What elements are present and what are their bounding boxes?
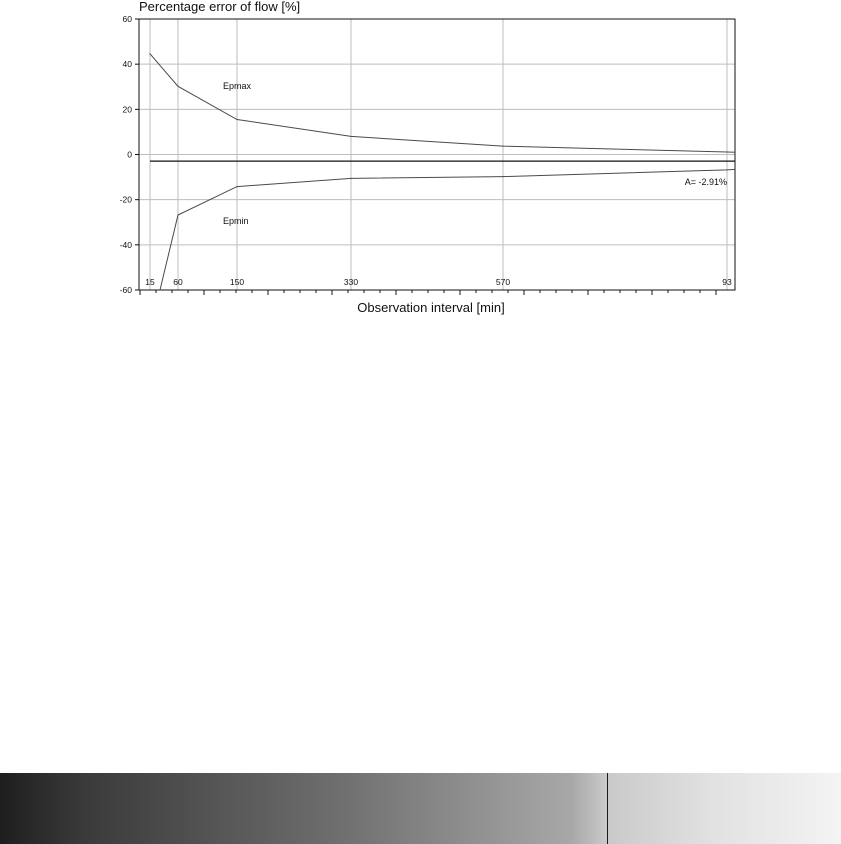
- y-tick-label: 60: [122, 14, 132, 24]
- data-point-epmin: [177, 214, 178, 215]
- data-point-epmax: [726, 151, 727, 152]
- y-tick-label: -20: [119, 194, 132, 205]
- y-axis: [120, 14, 139, 295]
- x-axis: [140, 277, 732, 295]
- y-tick-label: -40: [119, 239, 132, 250]
- x-tick-label: 570: [495, 277, 511, 287]
- data-point-epmin: [236, 186, 237, 187]
- x-tick-label: 93: [722, 277, 732, 287]
- y-tick-label: 0: [127, 149, 132, 160]
- data-point-epmin: [159, 289, 160, 290]
- x-axis-label: Observation interval [min]: [357, 300, 505, 315]
- y-tick-label: -60: [119, 285, 132, 295]
- data-point-epmin: [502, 176, 503, 177]
- y-tick-label: 40: [122, 59, 132, 70]
- grid: [139, 19, 735, 290]
- epmax-label: Epmax: [223, 81, 252, 91]
- average-label: A= -2.91%: [684, 177, 727, 187]
- chart-title: Percentage error of flow [%]: [139, 0, 301, 14]
- y-tick-label: 20: [122, 104, 132, 115]
- series-line-epmax: [150, 54, 735, 152]
- series-line-epmin: [160, 169, 735, 290]
- chart: [0, 0, 841, 340]
- data-point-epmax: [502, 146, 503, 147]
- x-tick-label: 60: [173, 277, 183, 287]
- footer-gradient-bar: [0, 773, 841, 844]
- x-tick-label: 150: [229, 277, 245, 287]
- data-point-epmin: [350, 178, 351, 179]
- data-point-epmax: [177, 86, 178, 87]
- epmin-label: Epmin: [223, 216, 249, 226]
- x-tick-label: 15: [145, 277, 155, 287]
- data-point-epmax: [350, 136, 351, 137]
- data-point-epmax: [149, 53, 150, 54]
- footer-divider: [607, 773, 608, 844]
- data-point-epmin: [726, 169, 727, 170]
- x-tick-label: 330: [343, 277, 359, 287]
- data-point-epmax: [236, 119, 237, 120]
